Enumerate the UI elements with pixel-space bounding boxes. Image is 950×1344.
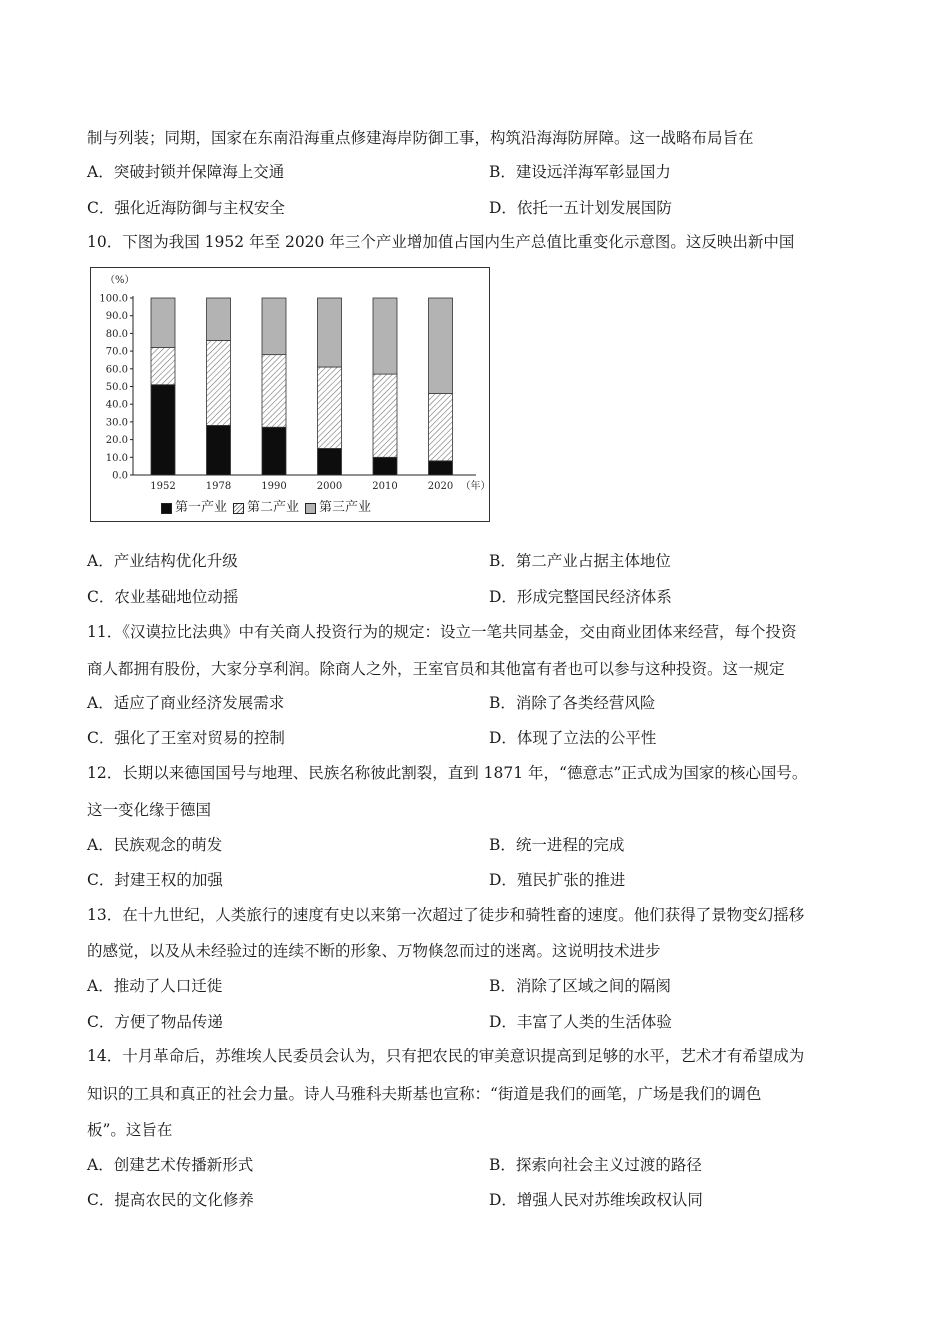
legend-item-primary xyxy=(161,500,227,516)
q11-option-a: A．适应了商业经济发展需求 xyxy=(87,694,285,712)
q14-stem-line-2: 知识的工具和真正的社会力量。诗人马雅科夫斯基也宣称：“街道是我们的画笔，广场是我们的调色 xyxy=(87,1085,762,1103)
q11-stem-line-1: 11．《汉谟拉比法典》中有关商人投资行为的规定：设立一笔共同基金，交由商业团体来经营，每个投资 xyxy=(87,623,797,641)
x-unit-label: （年） xyxy=(460,481,491,492)
q13-option-d: D．丰富了人类的生活体验 xyxy=(489,1013,672,1031)
q12-option-c: C．封建王权的加强 xyxy=(87,871,223,889)
q10-option-b: B．第二产业占据主体地位 xyxy=(489,552,671,570)
legend-label-secondary: 第二产业 xyxy=(247,500,300,515)
x-tick-label-1978: 1978 xyxy=(205,481,232,492)
y-tick-label-3: 30.0 xyxy=(105,417,128,429)
q9-option-d: D．依托一五计划发展国防 xyxy=(489,199,672,217)
bar-1952-series-0 xyxy=(151,385,175,475)
q11-stem-line-2: 商人都拥有股份，大家分享利润。除商人之外，王室官员和其他富有者也可以参与这种投资。这一规定 xyxy=(87,660,785,678)
q14-stem-line-1: 14．十月革命后，苏维埃人民委员会认为，只有把农民的审美意识提高到足够的水平，艺术才有希望成为 xyxy=(87,1047,805,1065)
y-tick-label-9: 90.0 xyxy=(105,311,128,323)
bar-2010-series-0 xyxy=(373,457,397,475)
q14-option-d: D．增强人民对苏维埃政权认同 xyxy=(489,1191,703,1209)
y-tick-label-10: 100.0 xyxy=(99,293,128,305)
q12-option-a: A．民族观念的萌发 xyxy=(87,836,223,854)
q12-option-b: B．统一进程的完成 xyxy=(489,836,625,854)
x-tick-label-2010: 2010 xyxy=(372,481,398,492)
y-tick-label-4: 40.0 xyxy=(105,399,128,411)
y-tick-label-7: 70.0 xyxy=(105,346,128,358)
q9-option-a: A．突破封锁并保障海上交通 xyxy=(87,163,285,181)
bar-2020-series-0 xyxy=(429,461,453,475)
q14-stem-line-3: 板”。这旨在 xyxy=(87,1121,173,1139)
bar-2000-series-2 xyxy=(318,298,342,367)
q14-option-c: C．提高农民的文化修养 xyxy=(87,1191,254,1209)
q9-stem-tail: 制与列装；同期，国家在东南沿海重点修建海岸防御工事，构筑沿海海防屏障。这一战略布局旨在 xyxy=(87,129,754,147)
q12-stem-line-2: 这一变化缘于德国 xyxy=(87,801,212,819)
bar-1978-series-1 xyxy=(207,340,231,425)
x-tick-label-2020: 2020 xyxy=(427,481,454,492)
q14-option-b: B．探索向社会主义过渡的路径 xyxy=(489,1156,702,1174)
bar-2000-series-1 xyxy=(318,367,342,448)
bar-2020-series-1 xyxy=(429,394,453,461)
q13-stem-line-2: 的感觉，以及从未经验过的连续不断的形象、万物倏忽而过的迷离。这说明技术进步 xyxy=(87,942,661,960)
bar-2010-series-1 xyxy=(373,374,397,457)
chart-legend xyxy=(161,500,377,516)
y-tick-label-2: 20.0 xyxy=(105,435,128,447)
q13-stem-line-1: 13．在十九世纪，人类旅行的速度有史以来第一次超过了徒步和骑牲畜的速度。他们获得了景物变幻摇移 xyxy=(87,906,805,924)
industry-share-chart xyxy=(90,267,490,522)
q14-option-a: A．创建艺术传播新形式 xyxy=(87,1156,254,1174)
legend-item-secondary xyxy=(233,500,299,516)
legend-label-primary: 第一产业 xyxy=(175,500,228,515)
q10-option-a: A．产业结构优化升级 xyxy=(87,552,238,570)
bar-1952-series-1 xyxy=(151,348,175,385)
bar-1978-series-0 xyxy=(207,425,231,475)
q9-option-b: B．建设远洋海军彰显国力 xyxy=(489,163,671,181)
q10-option-c: C．农业基础地位动摇 xyxy=(87,588,239,606)
legend-swatch-secondary xyxy=(233,503,244,514)
bar-1990-series-0 xyxy=(262,427,286,475)
q12-stem-line-1: 12．长期以来德国国号与地理、民族名称彼此割裂，直到 1871 年，“德意志”正式成为国家的核心国号。 xyxy=(87,764,808,782)
bar-2020-series-2 xyxy=(429,298,453,394)
q9-option-c: C．强化近海防御与主权安全 xyxy=(87,199,285,217)
bar-2010-series-2 xyxy=(373,298,397,374)
q13-option-b: B．消除了区域之间的隔阂 xyxy=(489,977,671,995)
bar-1952-series-2 xyxy=(151,298,175,348)
bar-2000-series-0 xyxy=(318,448,342,475)
bar-1990-series-2 xyxy=(262,298,286,355)
y-tick-label-0: 0.0 xyxy=(112,470,128,482)
chart-axes xyxy=(130,296,476,475)
legend-label-tertiary: 第三产业 xyxy=(319,500,372,515)
legend-item-tertiary xyxy=(305,500,371,516)
q10-option-d: D．形成完整国民经济体系 xyxy=(489,588,672,606)
y-tick-label-5: 50.0 xyxy=(105,382,128,393)
q13-option-c: C．方便了物品传递 xyxy=(87,1013,223,1031)
y-tick-label-8: 80.0 xyxy=(105,328,128,340)
y-tick-label-6: 60.0 xyxy=(105,364,128,376)
legend-swatch-tertiary xyxy=(305,503,316,514)
y-unit-label: （%） xyxy=(105,275,135,286)
q13-option-a: A．推动了人口迁徙 xyxy=(87,977,223,995)
x-tick-label-1990: 1990 xyxy=(261,481,287,492)
stacked-bar-chart xyxy=(91,268,491,523)
q12-option-d: D．殖民扩张的推进 xyxy=(489,871,626,889)
legend-swatch-primary xyxy=(161,503,172,514)
x-tick-label-2000: 2000 xyxy=(316,481,343,492)
bar-1978-series-2 xyxy=(207,298,231,340)
q11-option-b: B．消除了各类经营风险 xyxy=(489,694,656,712)
chart-bars xyxy=(151,298,453,475)
q11-option-c: C．强化了王室对贸易的控制 xyxy=(87,729,285,747)
bar-1990-series-1 xyxy=(262,355,286,428)
y-tick-label-1: 10.0 xyxy=(105,452,128,464)
q10-stem: 10．下图为我国 1952 年至 2020 年三个产业增加值占国内生产总值比重变化示意图。这反映出新中国 xyxy=(87,233,795,251)
q11-option-d: D．体现了立法的公平性 xyxy=(489,729,657,747)
x-tick-label-1952: 1952 xyxy=(150,481,176,492)
